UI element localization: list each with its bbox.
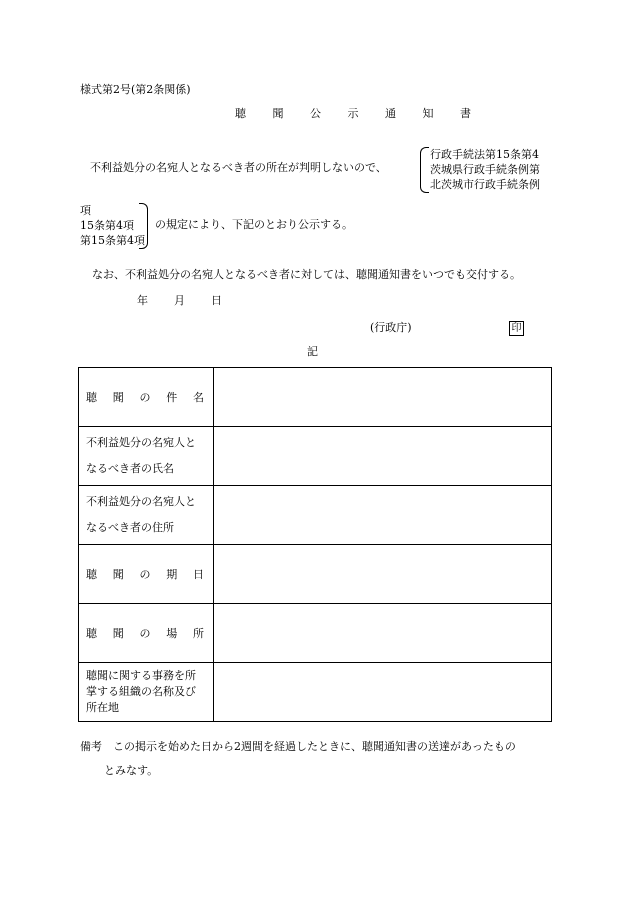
label-char: 件 (166, 391, 178, 404)
law-option-2: 茨城県行政手続条例第 (430, 163, 540, 176)
label-char: 聴 (86, 627, 97, 640)
hearing-place-label (79, 604, 214, 663)
label-char: 日 (193, 568, 204, 581)
agency-label: (行政庁) (370, 321, 412, 334)
notice-table (78, 367, 552, 722)
form-number: 様式第2号(第2条関係) (80, 83, 191, 96)
label-char: 聞 (112, 568, 124, 581)
law-option-2-cont: 15条第4項 (80, 219, 134, 232)
rule-text: の規定により、下記のとおり公示する。 (155, 218, 353, 231)
label-line: 所在地 (86, 701, 119, 714)
law-brace-close (139, 203, 148, 249)
table-row (79, 663, 552, 722)
hearing-place-value (214, 604, 552, 663)
law-option-3-cont: 第15条第4項 (80, 234, 145, 247)
table-row (79, 545, 552, 604)
label-char: の (139, 568, 151, 581)
hearing-subject-value (214, 368, 552, 427)
label-char: 期 (166, 568, 178, 581)
date-year: 年 (137, 294, 148, 307)
date-line (137, 295, 222, 306)
label-line: なるべき者の住所 (86, 521, 174, 534)
party-name-value (214, 427, 552, 486)
label-char: 聴 (86, 391, 97, 404)
law-brace-open (420, 147, 429, 193)
label-char: の (139, 391, 151, 404)
law-option-1: 行政手続法第15条第4 (430, 148, 539, 161)
label-line: 聴聞に関する事務を所 (86, 669, 196, 682)
remarks-line-2: とみなす。 (104, 764, 159, 777)
hearing-subject-label (79, 368, 214, 427)
intro-sentence: 不利益処分の名宛人となるべき者の所在が判明しないので、 (90, 161, 387, 174)
label-line: 不利益処分の名宛人と (86, 436, 196, 449)
label-char: 聞 (112, 391, 124, 404)
table-row (79, 486, 552, 545)
label-char: 所 (193, 627, 204, 640)
label-char: の (139, 627, 151, 640)
remarks-label: 備考 (80, 740, 102, 753)
table-row (79, 368, 552, 427)
hearing-date-value (214, 545, 552, 604)
seal-mark: 印 (509, 321, 524, 336)
table-row (79, 604, 552, 663)
label-line: 不利益処分の名宛人と (86, 495, 196, 508)
ki-heading: 記 (307, 345, 318, 358)
law-option-3: 北茨城市行政手続条例 (430, 178, 540, 191)
date-day: 日 (211, 294, 222, 307)
label-line: 掌する組織の名称及び (86, 685, 196, 698)
date-month: 月 (174, 294, 185, 307)
label-line: なるべき者の氏名 (86, 462, 174, 475)
label-char: 聴 (86, 568, 97, 581)
delivery-note: なお、不利益処分の名宛人となるべき者に対しては、聴聞通知書をいつでも交付する。 (92, 268, 521, 281)
office-info-label (79, 663, 214, 722)
office-info-value (214, 663, 552, 722)
label-char: 名 (193, 391, 204, 404)
party-address-value (214, 486, 552, 545)
party-name-label (79, 427, 214, 486)
document-title: 聴 聞 公 示 通 知 書 (235, 107, 483, 120)
table-row (79, 427, 552, 486)
party-address-label (79, 486, 214, 545)
remarks-text: この掲示を始めた日から2週間を経過したときに、聴聞通知書の送達があったもの (113, 740, 516, 753)
law-option-1-cont: 項 (80, 204, 91, 217)
label-char: 聞 (112, 627, 124, 640)
label-char: 場 (166, 627, 178, 640)
remarks-line-1 (80, 741, 516, 752)
hearing-date-label (79, 545, 214, 604)
